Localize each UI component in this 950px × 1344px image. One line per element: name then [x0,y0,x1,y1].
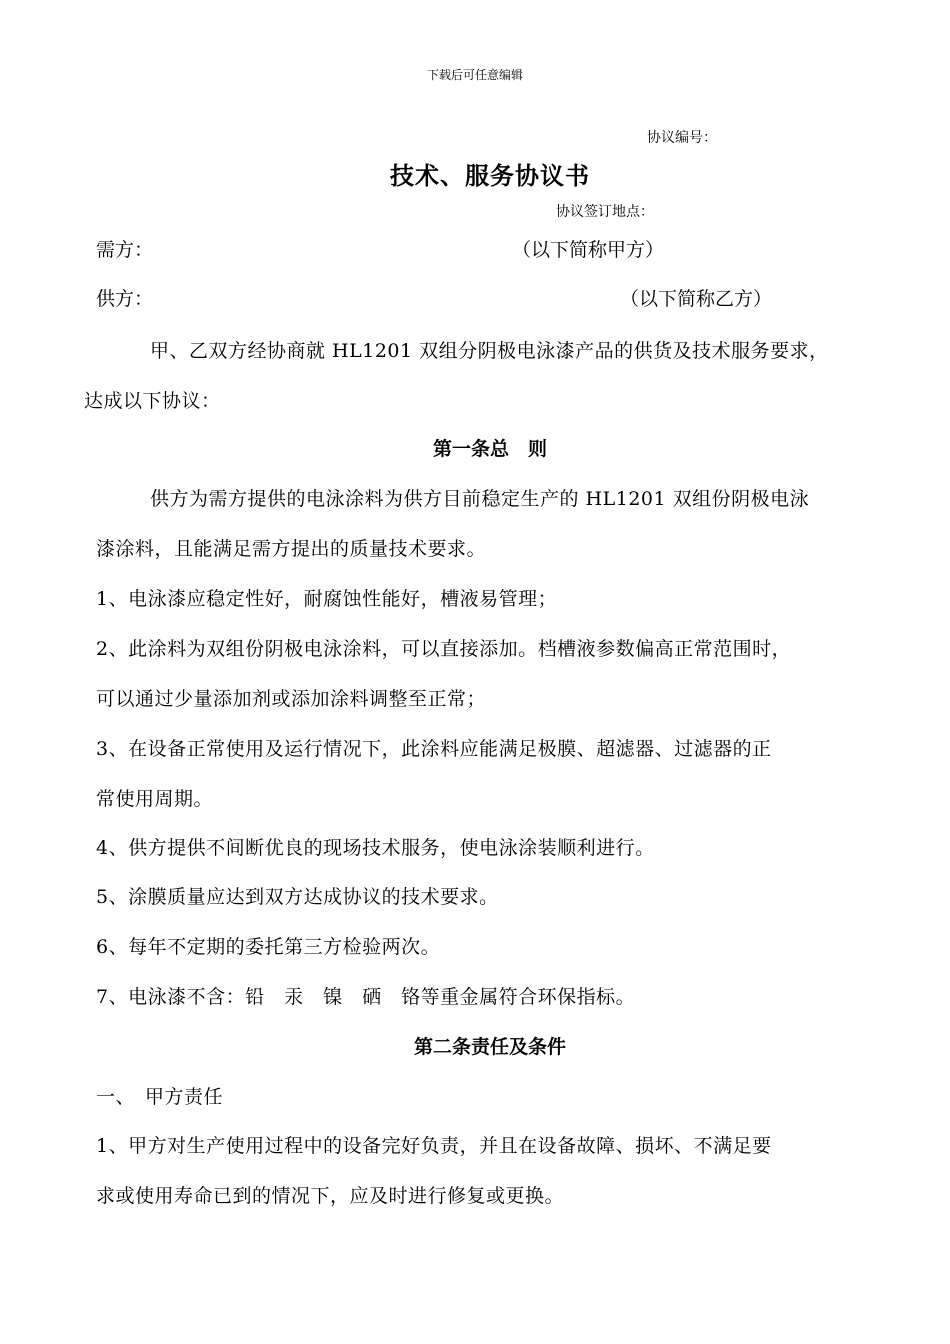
intro-line-1: 甲、乙双方经协商就 HL1201 双组分阴极电泳漆产品的供货及技术服务要求， [150,340,829,362]
article-1-item-6: 6、每年不定期的委托第三方检验两次。 [96,936,441,958]
article-1-item-3-line-1: 3、在设备正常使用及运行情况下，此涂料应能满足极膜、超滤器、过滤器的正 [96,738,772,760]
article-2-heading: 第二条责任及条件 [413,1036,566,1058]
intro-line-2: 达成以下协议： [84,390,221,412]
article-1-item-5: 5、涂膜质量应达到双方达成协议的技术要求。 [96,886,499,908]
article-2-section-1-heading: 一、 甲方责任 [96,1086,224,1108]
article-1-item-3-line-2: 常使用周期。 [96,788,214,810]
buyer-label: 需方： [96,239,154,261]
article-2-item-1-line-1: 1、甲方对生产使用过程中的设备完好负责，并且在设备故障、损坏、不满足要 [96,1135,772,1157]
supplier-alias: （以下简称乙方） [620,288,773,310]
article-2-item-1-line-2: 求或使用寿命已到的情况下，应及时进行修复或更换。 [96,1185,565,1207]
article-1-item-7: 7、电泳漆不含：铅 汞 镍 硒 铬等重金属符合环保指标。 [96,986,636,1008]
watermark-header: 下载后可任意编辑 [426,68,523,82]
buyer-alias: （以下简称甲方） [512,239,665,261]
article-1-item-2-line-1: 2、此涂料为双组份阴极电泳涂料，可以直接添加。档槽液参数偏高正常范围时， [96,638,792,660]
supplier-label: 供方： [96,288,154,310]
article-1-para-line-1: 供方为需方提供的电泳涂料为供方目前稳定生产的 HL1201 双组份阴极电泳 [150,488,810,510]
signing-place-label: 协议签订地点： [556,204,654,220]
document-title: 技术、服务协议书 [390,161,590,190]
article-1-item-2-line-2: 可以通过少量添加剂或添加涂料调整至正常； [96,688,487,710]
agreement-number-label: 协议编号： [647,130,717,146]
article-1-para-line-2: 漆涂料，且能满足需方提出的质量技术要求。 [96,538,487,560]
article-1-heading: 第一条总 则 [432,438,547,460]
article-1-item-1: 1、电泳漆应稳定性好，耐腐蚀性能好，槽液易管理； [96,588,558,610]
article-1-item-4: 4、供方提供不间断优良的现场技术服务，使电泳涂装顺利进行。 [96,837,655,859]
